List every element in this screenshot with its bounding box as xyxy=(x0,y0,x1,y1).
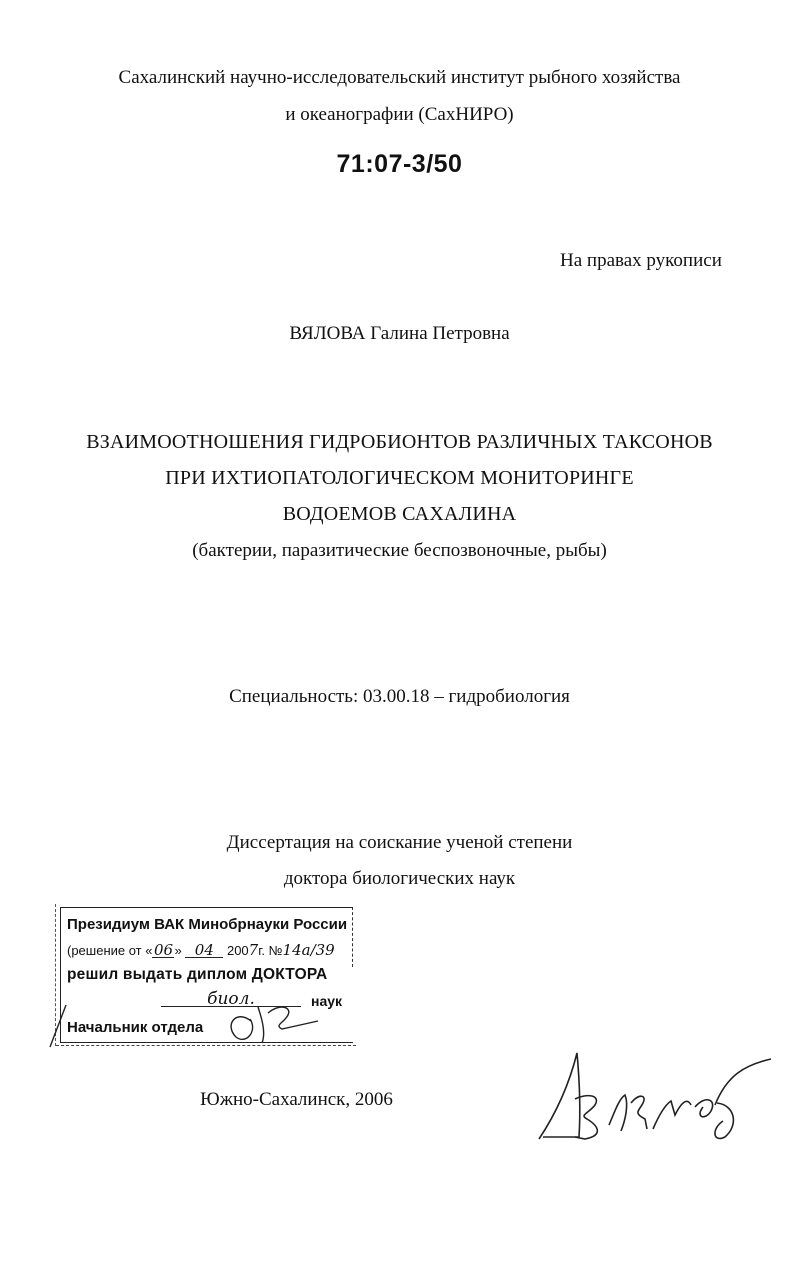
city-year: Южно-Сахалинск, 2006 xyxy=(200,1089,393,1110)
stamp-line-head: Начальник отдела xyxy=(67,1019,204,1036)
author-name: ВЯЛОВА Галина Петровна xyxy=(289,323,510,344)
author-signature-icon xyxy=(535,1045,775,1145)
stamp-month-sep: » xyxy=(174,943,182,958)
stamp-year-prefix: 200 xyxy=(226,943,249,958)
stamp-number: 14а/39 xyxy=(282,941,335,959)
degree-line-2: доктора биологических наук xyxy=(283,868,516,889)
stamp-decision-prefix: (решение от « xyxy=(67,943,153,958)
rights-note: На правах рукописи xyxy=(560,250,722,271)
specialty: Специальность: 03.00.18 – гидробиология xyxy=(229,686,570,707)
stamp-signature-icon xyxy=(36,985,336,1055)
stamp-right-border xyxy=(352,907,353,967)
title-line-1: ВЗАИМООТНОШЕНИЯ ГИДРОБИОНТОВ РАЗЛИЧНЫХ ТАКСОНОВ xyxy=(86,431,713,453)
stamp-line-award: решил выдать диплом ДОКТОРА xyxy=(67,966,328,983)
stamp-line-presidium: Президиум ВАК Минобрнауки России xyxy=(67,916,348,933)
catalog-code: 71:07-3/50 xyxy=(336,150,463,178)
institution-line-2: и океанографии (СахНИРО) xyxy=(285,104,514,125)
stamp-science-suffix: наук xyxy=(311,993,343,1009)
title-line-2: ПРИ ИХТИОПАТОЛОГИЧЕСКОМ МОНИТОРИНГЕ xyxy=(165,467,634,489)
stamp-year-digit: 7 xyxy=(248,941,259,959)
stamp-science-handwritten: биол. xyxy=(161,992,301,1007)
stamp-day: 06 xyxy=(153,941,174,959)
stamp-month: 04 xyxy=(185,943,223,958)
title-line-3: ВОДОЕМОВ САХАЛИНА xyxy=(282,503,517,525)
stamp-year-suffix: г. № xyxy=(258,943,283,958)
degree-line-1: Диссертация на соискание ученой степени xyxy=(226,832,573,853)
title-subtitle: (бактерии, паразитические беспозвоночные, рыбы) xyxy=(192,540,607,561)
stamp-line-decision xyxy=(67,941,353,959)
institution-line-1: Сахалинский научно-исследовательский институт рыбного хозяйства xyxy=(118,67,681,88)
